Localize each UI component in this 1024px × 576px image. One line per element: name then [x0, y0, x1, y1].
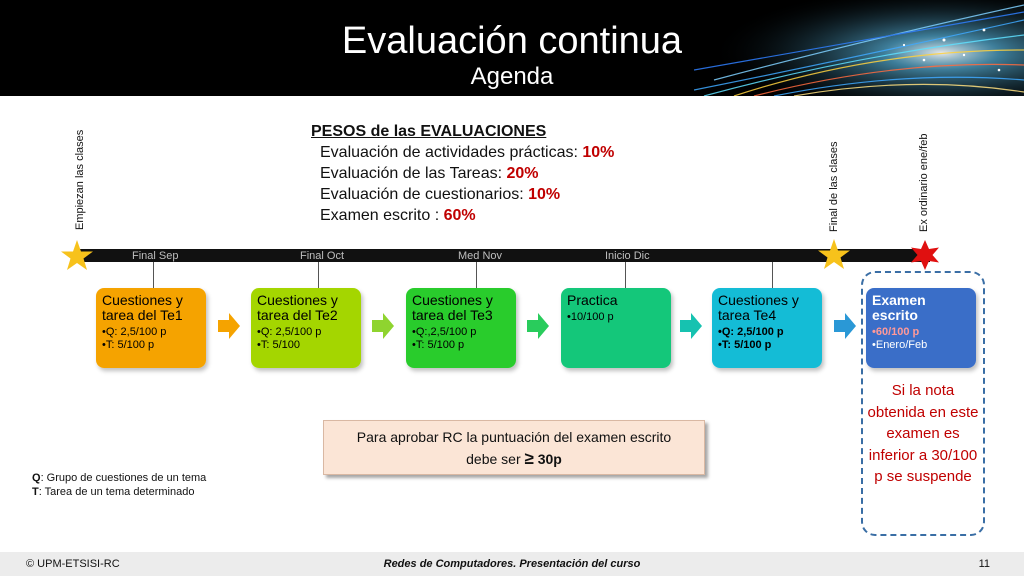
footer — [0, 552, 1024, 576]
weight-value: 60% — [443, 207, 476, 224]
arrow-right-icon — [834, 313, 856, 339]
box-list — [102, 326, 200, 352]
legend-key: T — [32, 486, 39, 498]
box-title: Cuestiones y tarea del Te1 — [102, 292, 183, 323]
box-item: •Q: 2,5/100 p — [718, 326, 784, 338]
arrow-right-icon — [372, 313, 394, 339]
box-list — [257, 326, 355, 352]
approval-line-2 — [324, 448, 704, 470]
process-box-te3 — [406, 288, 516, 368]
box-title: Cuestiones y tarea Te4 — [718, 292, 799, 323]
weight-value: 10% — [528, 186, 561, 203]
process-box-te1 — [96, 288, 206, 368]
header-band — [0, 0, 1024, 96]
weight-line — [320, 184, 731, 205]
milestone-start-label: Empiezan las clases — [74, 129, 86, 230]
approval-note — [323, 420, 705, 475]
page-number: 11 — [978, 558, 990, 570]
legend — [32, 471, 206, 499]
box-item: •10/100 p — [567, 311, 614, 323]
process-box-te4 — [712, 288, 822, 368]
box-title: Cuestiones y tarea del Te3 — [412, 292, 493, 323]
timeline-bar — [80, 249, 930, 262]
timeline-tick — [476, 262, 477, 288]
arrow-right-icon — [680, 313, 702, 339]
timeline-tick — [153, 262, 154, 288]
star-icon — [910, 240, 940, 270]
weights-block — [311, 122, 731, 226]
process-box-practica — [561, 288, 671, 368]
box-title: Cuestiones y tarea del Te2 — [257, 292, 338, 323]
box-item: •60/100 p — [872, 326, 920, 338]
timeline-label: Final Oct — [300, 250, 345, 262]
timeline-tick — [772, 262, 773, 288]
timeline-label: Inicio Dic — [605, 250, 650, 262]
weight-label: Evaluación de cuestionarios: — [320, 186, 529, 203]
box-item: •Q: 2,5/100 p — [257, 326, 322, 338]
box-item: •T: 5/100 p — [102, 339, 155, 351]
weight-line — [320, 163, 731, 184]
weight-line — [320, 142, 731, 163]
slide-subtitle: Agenda — [470, 63, 554, 90]
weight-value: 20% — [506, 165, 539, 182]
approval-geq: ≥ — [524, 449, 534, 468]
weight-value: 10% — [582, 144, 615, 161]
star-icon — [60, 239, 94, 273]
slide-title: Evaluación continua — [341, 20, 683, 62]
weights-title: PESOS de las EVALUACIONES — [311, 123, 547, 140]
star-icon — [817, 238, 851, 272]
arrow-right-icon — [527, 313, 549, 339]
timeline-tick — [318, 262, 319, 288]
arrow-right-icon — [218, 313, 240, 339]
approval-prefix: debe ser — [466, 451, 525, 467]
milestone-extra-label: Ex ordinario ene/feb — [918, 133, 930, 232]
timeline-tick — [625, 262, 626, 288]
box-list — [567, 311, 665, 324]
exam-note: Si la nota obtenida en este examen es inferior a 30/100 p se suspende — [867, 382, 979, 485]
timeline-label: Med Nov — [458, 250, 503, 262]
box-list — [412, 326, 510, 352]
box-item: •Q: 2,5/100 p — [102, 326, 167, 338]
footer-course-title: Redes de Computadores. Presentación del curso — [383, 558, 641, 570]
milestone-end-label: Final de las clases — [828, 141, 840, 232]
legend-row — [32, 485, 206, 499]
box-list — [718, 326, 816, 352]
box-item: •T: 5/100 — [257, 339, 300, 351]
box-title: Practica — [567, 292, 618, 308]
weight-label: Examen escrito : — [320, 207, 444, 224]
box-item: •Enero/Feb — [872, 339, 928, 351]
legend-text: : Tarea de un tema determinado — [38, 486, 195, 498]
legend-key: Q — [32, 472, 41, 484]
box-item: •T: 5/100 p — [412, 339, 465, 351]
box-item: •T: 5/100 p — [718, 339, 772, 351]
footer-copyright: © UPM-ETSISI-RC — [26, 558, 120, 570]
weight-line — [320, 205, 731, 226]
timeline-label: Final Sep — [132, 250, 179, 262]
weight-label: Evaluación de las Tareas: — [320, 165, 507, 182]
approval-line-1: Para aprobar RC la puntuación del examen escrito — [356, 429, 672, 445]
weight-label: Evaluación de actividades prácticas: — [320, 144, 583, 161]
box-item: •Q:,2,5/100 p — [412, 326, 477, 338]
legend-text: : Grupo de cuestiones de un tema — [40, 472, 207, 484]
process-box-te2 — [251, 288, 361, 368]
box-title: Examen escrito — [872, 292, 926, 323]
approval-value: 30p — [533, 451, 562, 467]
legend-row — [32, 471, 206, 485]
